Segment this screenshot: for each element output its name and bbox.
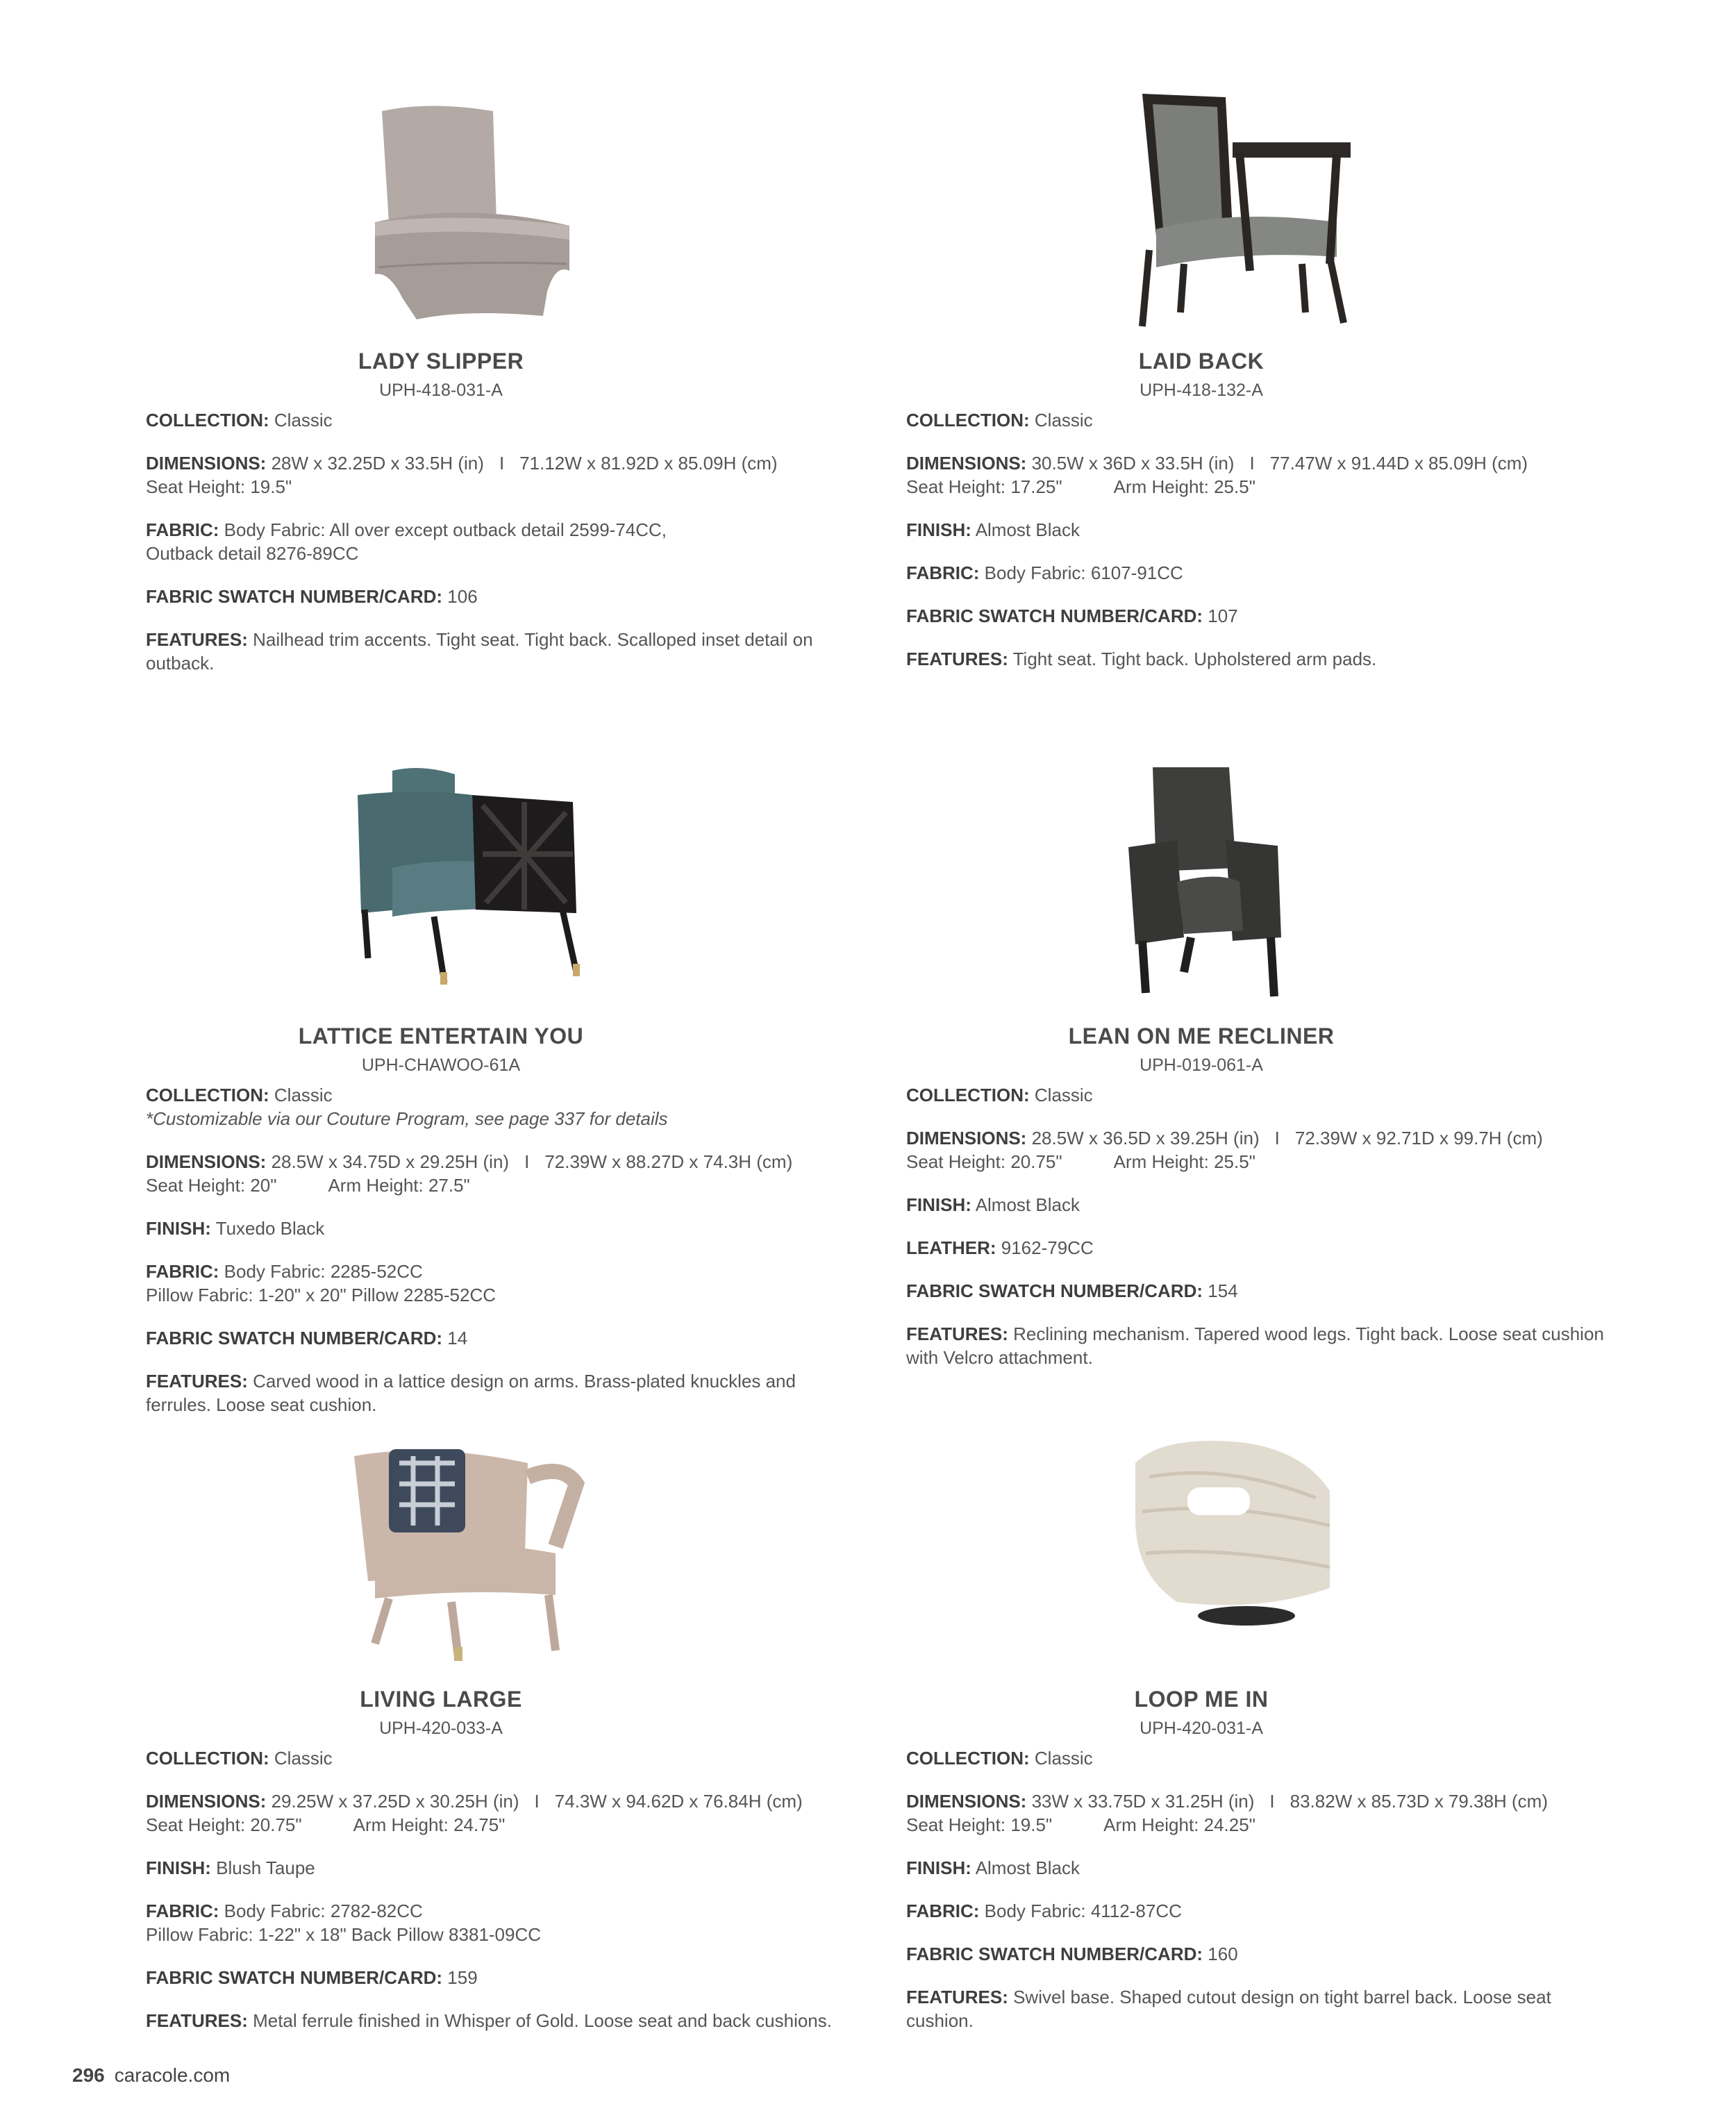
- product-specs: [906, 408, 1608, 690]
- features-label: FEATURES:: [906, 1987, 1008, 2007]
- swatch-value: 154: [1208, 1280, 1238, 1301]
- dimensions-in: 29.25W x 37.25D x 30.25H (in): [271, 1791, 519, 1812]
- fabric-line-1: Body Fabric: 2285-52CC: [224, 1261, 423, 1282]
- swatch-value: 159: [447, 1967, 478, 1988]
- dimensions-in: 33W x 33.75D x 31.25H (in): [1031, 1791, 1255, 1812]
- collection-value: Classic: [1034, 1748, 1093, 1769]
- site-link[interactable]: caracole.com: [114, 2064, 231, 2086]
- collection-value: Classic: [274, 410, 333, 431]
- seat-height: Seat Height: 19.5": [146, 476, 292, 497]
- dimensions-cm: 72.39W x 92.71D x 99.7H (cm): [1294, 1128, 1543, 1148]
- features-label: FEATURES:: [146, 629, 248, 650]
- fabric-label: FABRIC:: [146, 1261, 219, 1282]
- finish-value: Tuxedo Black: [215, 1218, 325, 1239]
- features-value: Reclining mechanism. Tapered wood legs. Tight back. Loose seat cushion with Velcro attachment.: [906, 1323, 1604, 1368]
- features-value: Nailhead trim accents. Tight seat. Tight back. Scalloped inset detail on outback.: [146, 629, 813, 674]
- swatch-label: FABRIC SWATCH NUMBER/CARD:: [906, 605, 1203, 626]
- dimensions-cm: 72.39W x 88.27D x 74.3H (cm): [544, 1151, 793, 1172]
- loop-me-in-chair-image: [1121, 1435, 1351, 1657]
- dimensions-in: 28.5W x 36.5D x 39.25H (in): [1031, 1128, 1260, 1148]
- dimensions-separator: I: [1269, 1791, 1275, 1812]
- finish-label: FINISH:: [906, 1194, 971, 1215]
- finish-label: FINISH:: [146, 1857, 211, 1878]
- collection-value: Classic: [274, 1748, 333, 1769]
- fabric-label: FABRIC:: [146, 519, 219, 540]
- leather-label: LEATHER:: [906, 1237, 996, 1258]
- features-value: Carved wood in a lattice design on arms. Brass-plated knuckles and ferrules. Loose seat cushion.: [146, 1371, 796, 1415]
- finish-value: Blush Taupe: [216, 1857, 315, 1878]
- finish-value: Almost Black: [975, 519, 1080, 540]
- finish-label: FINISH:: [906, 519, 971, 540]
- dimensions-label: DIMENSIONS:: [906, 453, 1027, 474]
- collection-value: Classic: [274, 1085, 333, 1105]
- product-name: LATTICE ENTERTAIN YOU: [298, 1024, 584, 1049]
- lean-on-me-recliner-image: [1115, 764, 1364, 1000]
- swatch-label: FABRIC SWATCH NUMBER/CARD:: [146, 586, 443, 607]
- swatch-value: 160: [1208, 1944, 1238, 1964]
- product-specs: [146, 1746, 847, 2052]
- dimensions-separator: I: [524, 1151, 530, 1172]
- swatch-value: 107: [1208, 605, 1238, 626]
- dimensions-separator: I: [534, 1791, 540, 1812]
- product-name: LADY SLIPPER: [358, 349, 524, 374]
- product-name: LOOP ME IN: [1134, 1687, 1269, 1712]
- lady-slipper-chair-image: [361, 97, 583, 326]
- arm-height: Arm Height: 25.5": [1113, 1151, 1255, 1172]
- leather-value: 9162-79CC: [1001, 1237, 1094, 1258]
- swatch-label: FABRIC SWATCH NUMBER/CARD:: [906, 1944, 1203, 1964]
- features-label: FEATURES:: [906, 649, 1008, 669]
- collection-value: Classic: [1034, 410, 1093, 431]
- dimensions-cm: 83.82W x 85.73D x 79.38H (cm): [1290, 1791, 1549, 1812]
- product-sku: UPH-420-033-A: [379, 1719, 503, 1738]
- swatch-label: FABRIC SWATCH NUMBER/CARD:: [146, 1967, 443, 1988]
- dimensions-in: 28.5W x 34.75D x 29.25H (in): [271, 1151, 510, 1172]
- dimensions-separator: I: [1274, 1128, 1280, 1148]
- fabric-line-2: Pillow Fabric: 1-20" x 20" Pillow 2285-52CC: [146, 1285, 496, 1305]
- page-footer: [72, 2064, 230, 2087]
- couture-note: *Customizable via our Couture Program, see page 337 for details: [146, 1108, 668, 1129]
- features-label: FEATURES:: [906, 1323, 1008, 1344]
- seat-height: Seat Height: 20.75": [146, 1814, 302, 1835]
- arm-height: Arm Height: 27.5": [328, 1175, 470, 1196]
- seat-height: Seat Height: 20": [146, 1175, 277, 1196]
- product-name: LAID BACK: [1138, 349, 1265, 374]
- arm-height: Arm Height: 25.5": [1113, 476, 1255, 497]
- fabric-line-2: Outback detail 8276-89CC: [146, 543, 359, 564]
- product-sku: UPH-418-132-A: [1140, 381, 1263, 400]
- fabric-line-1: Body Fabric: 4112-87CC: [984, 1900, 1182, 1921]
- collection-label: COLLECTION:: [146, 410, 269, 431]
- dimensions-label: DIMENSIONS:: [146, 1791, 267, 1812]
- dimensions-separator: I: [499, 453, 505, 474]
- finish-label: FINISH:: [146, 1218, 211, 1239]
- collection-label: COLLECTION:: [146, 1085, 269, 1105]
- features-value: Metal ferrule finished in Whisper of Gold. Loose seat and back cushions.: [253, 2010, 832, 2031]
- product-sku: UPH-420-031-A: [1140, 1719, 1263, 1738]
- dimensions-label: DIMENSIONS:: [906, 1128, 1027, 1148]
- product-sku: UPH-418-031-A: [379, 381, 503, 400]
- product-sku: UPH-019-061-A: [1140, 1055, 1263, 1075]
- lattice-entertain-you-chair-image: [351, 764, 601, 993]
- fabric-line-1: Body Fabric: 2782-82CC: [224, 1900, 423, 1921]
- page-number: 296: [72, 2064, 105, 2086]
- arm-height: Arm Height: 24.25": [1103, 1814, 1255, 1835]
- product-specs: [146, 1083, 847, 1436]
- laid-back-chair-image: [1128, 90, 1364, 333]
- features-label: FEATURES:: [146, 1371, 248, 1392]
- collection-label: COLLECTION:: [146, 1748, 269, 1769]
- collection-value: Classic: [1034, 1085, 1093, 1105]
- dimensions-separator: I: [1249, 453, 1255, 474]
- seat-height: Seat Height: 20.75": [906, 1151, 1062, 1172]
- collection-label: COLLECTION:: [906, 1748, 1030, 1769]
- dimensions-cm: 77.47W x 91.44D x 85.09H (cm): [1269, 453, 1528, 474]
- fabric-line-1: Body Fabric: All over except outback detail 2599-74CC,: [224, 519, 667, 540]
- fabric-line-2: Pillow Fabric: 1-22" x 18" Back Pillow 8381-09CC: [146, 1924, 542, 1945]
- fabric-label: FABRIC:: [906, 1900, 980, 1921]
- dimensions-in: 28W x 32.25D x 33.5H (in): [271, 453, 484, 474]
- swatch-value: 14: [447, 1328, 468, 1348]
- product-specs: [906, 1746, 1608, 2052]
- arm-height: Arm Height: 24.75": [353, 1814, 506, 1835]
- dimensions-label: DIMENSIONS:: [146, 453, 267, 474]
- dimensions-cm: 74.3W x 94.62D x 76.84H (cm): [554, 1791, 803, 1812]
- swatch-value: 106: [447, 586, 478, 607]
- seat-height: Seat Height: 17.25": [906, 476, 1062, 497]
- fabric-label: FABRIC:: [146, 1900, 219, 1921]
- features-value: Swivel base. Shaped cutout design on tight barrel back. Loose seat cushion.: [906, 1987, 1551, 2031]
- dimensions-in: 30.5W x 36D x 33.5H (in): [1031, 453, 1235, 474]
- finish-value: Almost Black: [975, 1857, 1080, 1878]
- dimensions-cm: 71.12W x 81.92D x 85.09H (cm): [519, 453, 778, 474]
- fabric-label: FABRIC:: [906, 562, 980, 583]
- finish-value: Almost Black: [975, 1194, 1080, 1215]
- features-label: FEATURES:: [146, 2010, 248, 2031]
- swatch-label: FABRIC SWATCH NUMBER/CARD:: [146, 1328, 443, 1348]
- dimensions-label: DIMENSIONS:: [906, 1791, 1027, 1812]
- collection-label: COLLECTION:: [906, 1085, 1030, 1105]
- product-name: LEAN ON ME RECLINER: [1068, 1024, 1335, 1049]
- swatch-label: FABRIC SWATCH NUMBER/CARD:: [906, 1280, 1203, 1301]
- dimensions-label: DIMENSIONS:: [146, 1151, 267, 1172]
- finish-label: FINISH:: [906, 1857, 971, 1878]
- collection-label: COLLECTION:: [906, 410, 1030, 431]
- product-specs: [906, 1083, 1608, 1389]
- product-sku: UPH-CHAWOO-61A: [361, 1055, 521, 1075]
- seat-height: Seat Height: 19.5": [906, 1814, 1053, 1835]
- features-value: Tight seat. Tight back. Upholstered arm pads.: [1012, 649, 1377, 669]
- fabric-line-1: Body Fabric: 6107-91CC: [984, 562, 1183, 583]
- product-specs: [146, 408, 847, 694]
- living-large-chair-image: [347, 1435, 611, 1671]
- product-name: LIVING LARGE: [360, 1687, 522, 1712]
